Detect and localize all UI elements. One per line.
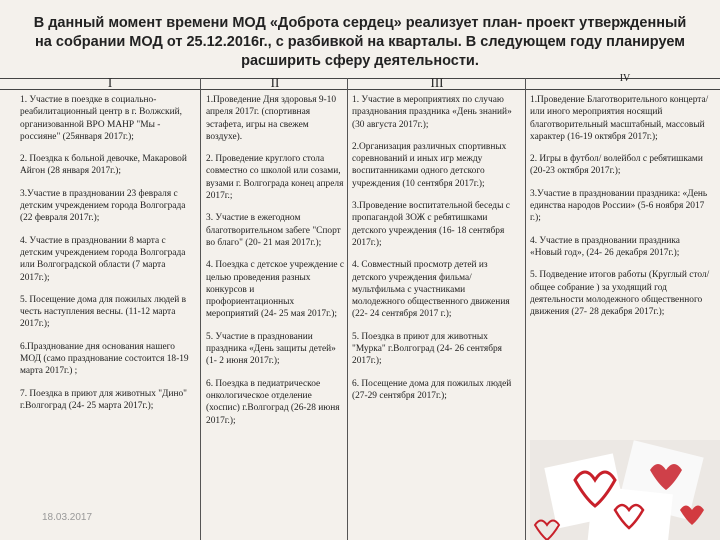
quarter-column-4 xyxy=(530,94,712,328)
plan-item: 2. Игры в футбол/ волейбол с ребятишками (20-23 октября 2017г.); xyxy=(530,154,703,177)
plan-item: 2. Поездка к больной девочке, Макаровой Айгон (28 января 2017г.); xyxy=(20,154,187,177)
plan-item: 7. Поездка в приют для животных "Дино" г.Волгоград (24- 25 марта 2017г.); xyxy=(20,388,187,411)
plan-item: 4. Участие в праздновании праздника «Новый год», (24- 26 декабря 2017г.); xyxy=(530,235,680,258)
quarter-column-3 xyxy=(352,94,520,412)
column-divider-3 xyxy=(525,78,526,540)
plan-item: 1. Участие в поездке в социально-реабилитационный центр в г. Волжский, организованной ВРО МАНР "Мы - россияне" (25января 2017г.); xyxy=(20,95,182,142)
plan-item: 1. Участие в мероприятиях по случаю празднования праздника «День знаний» (30 августа 2017г.); xyxy=(352,95,512,130)
quarter-column-1 xyxy=(20,94,196,422)
plan-item: 3.Участие в праздновании праздника: «День единства народов России» (5-6 ноября 2017 г.); xyxy=(530,188,708,224)
plan-item: 4. Поездка с детское учреждение с целью проведения разных конкурсов и профориентационных мероприятий (24- 25 мая 2017г.); xyxy=(206,260,344,320)
hearts-illustration xyxy=(530,440,720,540)
plan-item: 6. Поездка в педиатрическое онкологическое отделение (хоспис) г.Волгоград (26-28 июня 2017г.); xyxy=(206,378,340,426)
plan-item: 3. Участие в ежегодном благотворительном забеге "Спорт во благо" (20- 21 мая 2017г.); xyxy=(206,213,341,248)
quarter-column-2 xyxy=(206,94,344,437)
plan-item: 3.Участие в праздновании 23 февраля с детским учреждением города Волгограда (22 февраля 2017г.); xyxy=(20,188,186,224)
plan-item: 2.Организация различных спортивных соревнований и иных игр между воспитанниками одного детского учреждения (10 сентября 2017г.); xyxy=(352,141,507,189)
plan-item: 5. Участие в праздновании праздника «День защиты детей» (1- 2 июня 2017г.); xyxy=(206,331,336,367)
plan-item: 2. Проведение круглого стола совместно со школой или созами, вузами г. Волгограда конец апреля 2017г.; xyxy=(206,154,344,202)
quarter-header-2: II xyxy=(270,75,280,90)
plan-item: 1.Проведение Благотворительного концерта/ или иного мероприятия носящий благотворительный масштабный, массовый характер (16-19 октября 2017г.); xyxy=(530,95,709,142)
column-divider-2 xyxy=(347,78,348,540)
plan-item: 5. Посещение дома для пожилых людей в честь наступления весны. (11-12 марта 2017г.); xyxy=(20,294,187,330)
plan-item: 4. Участие в праздновании 8 марта с детским учреждением города Волгограда или Волгоградской области (7 марта 2017г.); xyxy=(20,235,186,283)
footer-date: 18.03.2017 xyxy=(42,512,93,523)
plan-item: 6.Празднование дня основания нашего МОД (само празднование состоится 18-19 марта 2017г.) ; xyxy=(20,341,189,377)
quarter-header-1: I xyxy=(107,75,113,90)
quarter-header-3: III xyxy=(430,75,444,90)
plan-item: 1.Проведение Дня здоровья 9-10 апреля 2017г. (спортивная эстафета, игры на свежем воздухе). xyxy=(206,95,337,142)
hearts-decoration-image xyxy=(530,440,720,540)
plan-item: 5. Подведение итогов работы (Круглый стол/ общее собрание ) за уходящий год деятельности молодежного общественного движения (27- 28 декабря 2017г.); xyxy=(530,270,710,318)
page-title: В данный момент времени МОД «Доброта сердец» реализует план- проект утвержденный на собрании МОД от 25.12.2016г., с разбивкой на кварталы. В следующем году планируем расширить сферу деятельности. xyxy=(33,15,687,69)
plan-item: 5. Поездка в приют для животных "Мурка" г.Волгоград (24- 26 сентября 2017г.); xyxy=(352,331,502,367)
quarter-header-4: IV xyxy=(619,73,631,84)
plan-item: 6. Посещение дома для пожилых людей (27-29 сентября 2017г.); xyxy=(352,378,512,401)
column-divider-1 xyxy=(200,78,201,540)
plan-item: 4. Совместный просмотр детей из детского учреждения фильма/мультфильма с участниками молодежного общественного движения (22- 24 сентября 2017 г.); xyxy=(352,260,510,320)
plan-item: 3.Проведение воспитательной беседы с пропагандой ЗОЖ с ребятишками детского учреждения (16- 18 сентября 2017г.); xyxy=(352,201,510,248)
